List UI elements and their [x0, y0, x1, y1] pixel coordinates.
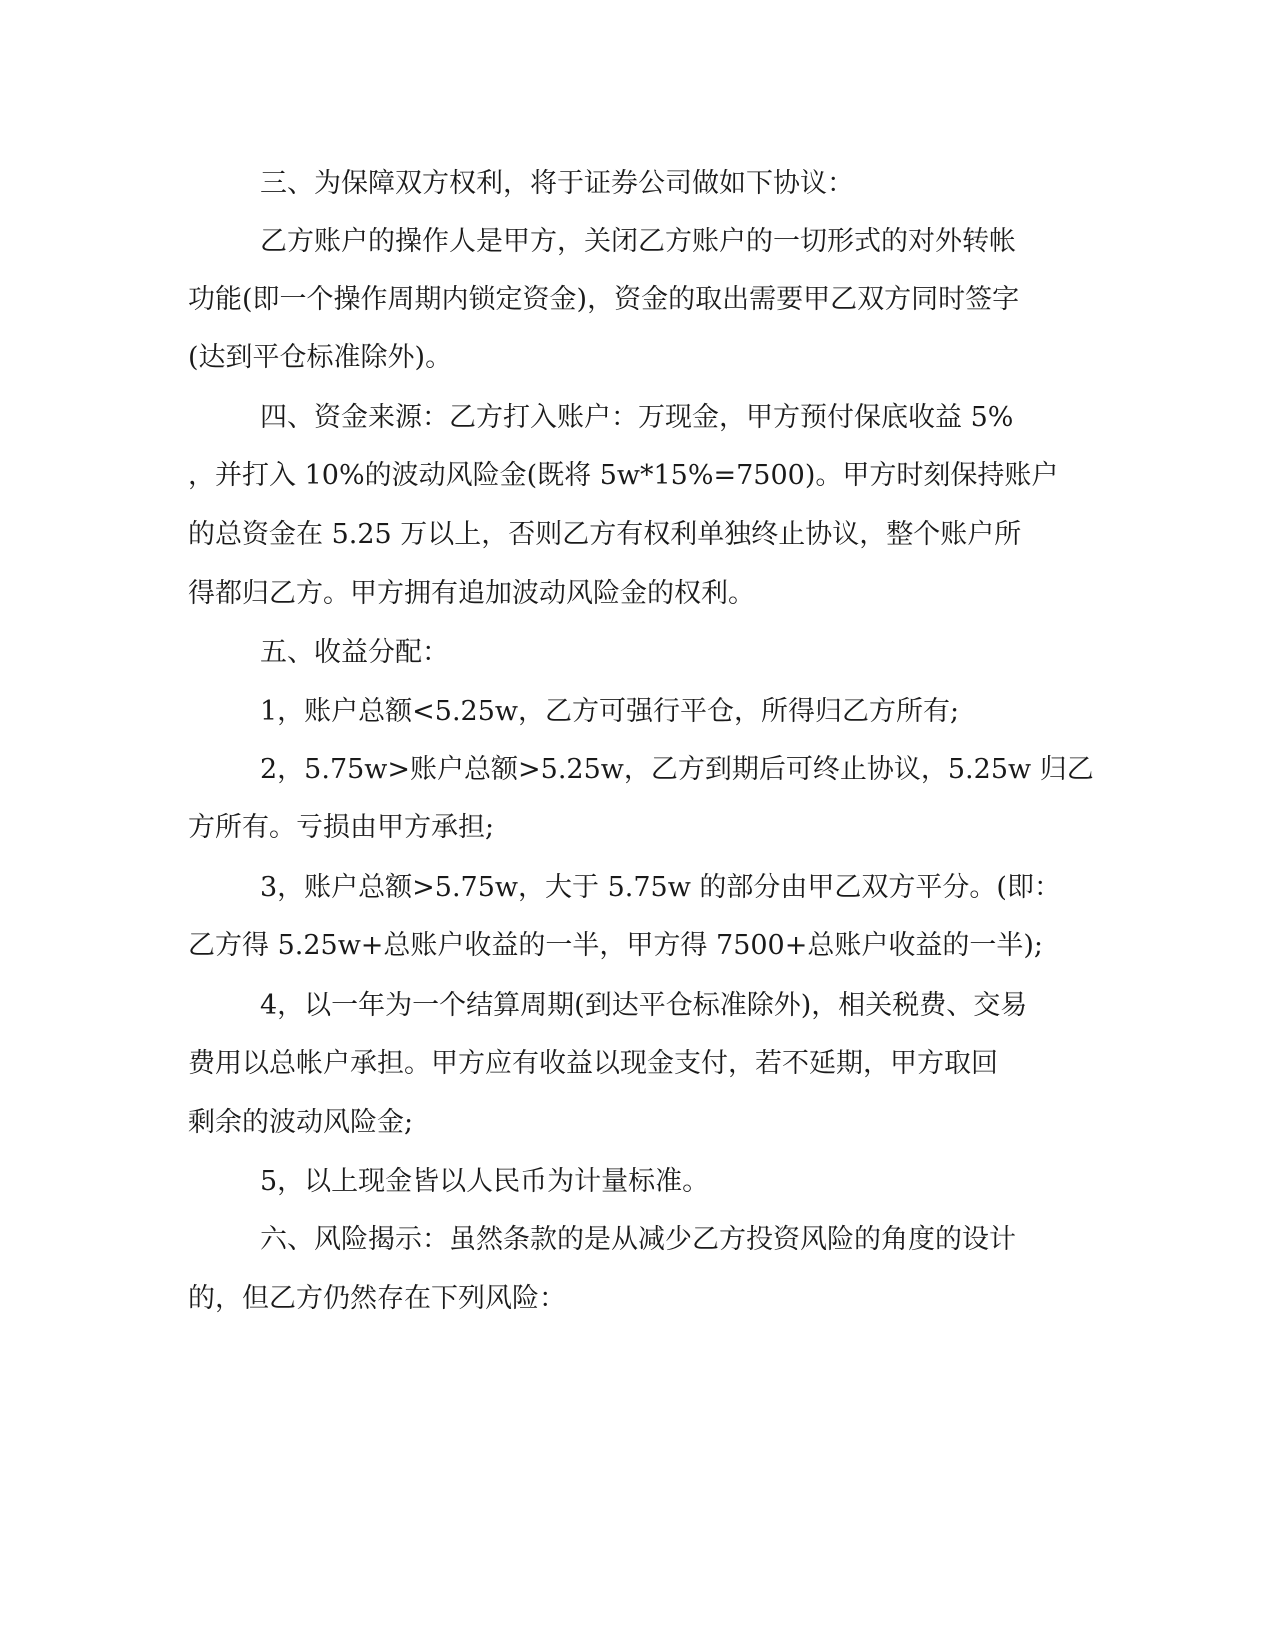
item-5-line-1: 5，以上现金皆以人民币为计量标准。	[260, 1166, 710, 1197]
paragraph-5-heading: 五、收益分配：	[260, 637, 449, 668]
paragraph-4-line-3: 的总资金在 5.25 万以上，否则乙方有权利单独终止协议，整个账户所	[188, 519, 1022, 550]
paragraph-3-line-1: 三、为保障双方权利，将于证券公司做如下协议：	[260, 168, 854, 199]
paragraph-3a-line-1: 乙方账户的操作人是甲方，关闭乙方账户的一切形式的对外转帐	[260, 226, 1016, 257]
paragraph-3a-line-2: 功能(即一个操作周期内锁定资金)，资金的取出需要甲乙双方同时签字	[188, 284, 1020, 315]
item-1-line-1: 1，账户总额<5.25w，乙方可强行平仓，所得归乙方所有;	[260, 696, 960, 727]
paragraph-3a-line-3: (达到平仓标准除外)。	[188, 342, 453, 373]
paragraph-4-line-2: ，并打入 10%的波动风险金(既将 5w*15%=7500)。甲方时刻保持账户	[188, 460, 1059, 491]
item-3-line-1: 3，账户总额>5.75w，大于 5.75w 的部分由甲乙双方平分。(即：	[260, 872, 1061, 903]
paragraph-4-line-4: 得都归乙方。甲方拥有追加波动风险金的权利。	[188, 578, 755, 609]
item-3-line-2: 乙方得 5.25w+总账户收益的一半，甲方得 7500+总账户收益的一半);	[188, 930, 1043, 961]
item-4-line-1: 4，以一年为一个结算周期(到达平仓标准除外)，相关税费、交易	[260, 990, 1028, 1021]
item-2-line-2: 方所有。亏损由甲方承担;	[188, 812, 495, 843]
item-4-line-3: 剩余的波动风险金;	[188, 1107, 414, 1138]
paragraph-6-line-1: 六、风险揭示：虽然条款的是从减少乙方投资风险的角度的设计	[260, 1224, 1016, 1255]
paragraph-6-line-2: 的，但乙方仍然存在下列风险：	[188, 1283, 566, 1314]
paragraph-4-line-1: 四、资金来源：乙方打入账户：万现金，甲方预付保底收益 5%	[260, 402, 1014, 433]
item-4-line-2: 费用以总帐户承担。甲方应有收益以现金支付，若不延期，甲方取回	[188, 1048, 998, 1079]
item-2-line-1: 2，5.75w>账户总额>5.25w，乙方到期后可终止协议，5.25w 归乙	[260, 754, 1094, 785]
